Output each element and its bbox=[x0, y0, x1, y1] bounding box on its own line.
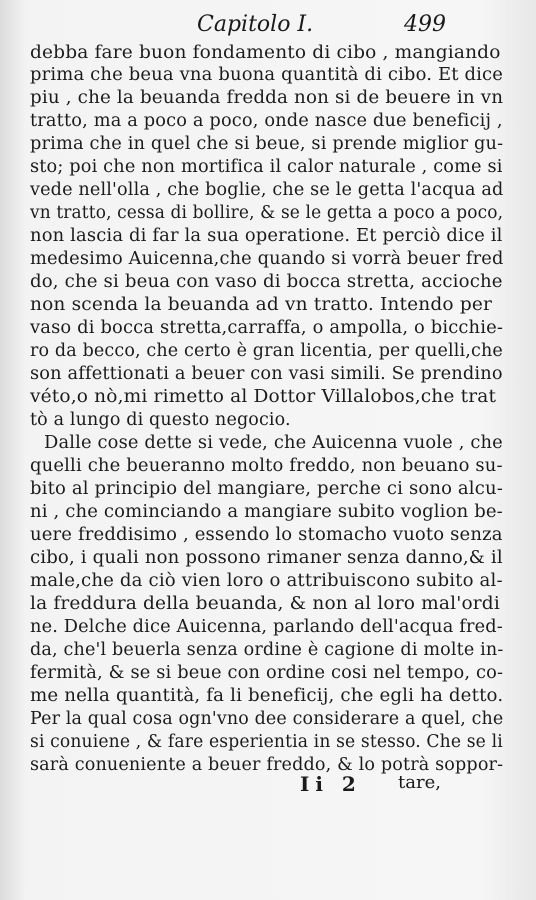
text-line: véto,o nò,mi rimetto al Dottor Villalobos,che trat bbox=[30, 387, 497, 407]
text-line: son affettionati a beuer con vasi simili. Se prendino bbox=[30, 364, 503, 384]
text-line: vaso di bocca stretta,carraffa, o ampolla, o bicchie- bbox=[30, 318, 504, 338]
page-number: 499 bbox=[404, 12, 446, 37]
text-line: tratto, ma a poco a poco, onde nasce due beneficij , bbox=[30, 111, 503, 131]
text-line: fermità, & se si beue con ordine cosi nel tempo, co- bbox=[30, 663, 504, 683]
text-line: ni , che cominciando a mangiare subito voglion be- bbox=[30, 502, 503, 522]
text-line: bito al principio del mangiare, perche ci sono alcu- bbox=[30, 479, 503, 499]
text-line: Per la qual cosa ogn'vno dee considerare a quel, che bbox=[30, 709, 504, 729]
text-line: medesimo Auicenna,che quando si vorrà beuer fred bbox=[30, 249, 504, 269]
text-line: do, che si beua con vaso di bocca stretta, accioche bbox=[30, 272, 503, 292]
catchword: tare, bbox=[398, 772, 441, 793]
text-line: la freddura della beuanda, & non al loro mal'ordi bbox=[30, 594, 500, 614]
page-footer bbox=[0, 772, 536, 798]
text-line: prima che beua vna buona quantità di cibo. Et dice bbox=[30, 65, 503, 85]
text-line: da, che'l beuerla senza ordine è cagione di molte in- bbox=[30, 640, 504, 660]
text-line: prima che in quel che si beue, si prende miglior gu- bbox=[30, 134, 504, 154]
text-line: non scenda la beuanda ad vn tratto. Intendo per bbox=[30, 295, 493, 315]
text-line: debba fare buon fondamento di cibo , mangiando bbox=[30, 43, 501, 63]
text-line: ro da becco, che certo è gran licentia, per quelli,che bbox=[30, 341, 503, 361]
paragraph-start-line: Dalle cose dette si vede, che Auicenna vuole , che bbox=[44, 433, 503, 453]
text-line: ne. Delche dice Auicenna, parlando dell'acqua fred- bbox=[30, 617, 503, 637]
text-line: sto; poi che non mortifica il calor naturale , come si bbox=[30, 157, 503, 177]
text-line: si conuiene , & fare esperientia in se stesso. Che se li bbox=[30, 732, 503, 752]
text-line: uere freddisimo , essendo lo stomacho vuoto senza bbox=[30, 525, 503, 545]
text-line: quelli che beueranno molto freddo, non beuano su- bbox=[30, 456, 503, 476]
text-line: non lascia di far la sua operatione. Et perciò dice il bbox=[30, 226, 503, 246]
running-head: Capitolo I. bbox=[197, 12, 314, 37]
text-line: tò a lungo di questo negocio. bbox=[30, 410, 291, 430]
text-line: vede nell'olla , che boglie, che se le getta l'acqua ad bbox=[30, 180, 504, 200]
text-line: piu , che la beuanda fredda non si de beuere in vn bbox=[30, 88, 504, 108]
page-header bbox=[0, 12, 536, 42]
text-line: cibo, i quali non possono rimaner senza danno,& il bbox=[30, 548, 503, 568]
text-line: vn tratto, cessa di bollire, & se le getta a poco a poco, bbox=[30, 203, 504, 223]
text-line: me nella quantità, fa li beneficij, che egli ha detto. bbox=[30, 686, 504, 706]
text-line: male,che da ciò vien loro o attribuiscono subito al- bbox=[30, 571, 503, 591]
text-line: sarà conueniente a beuer freddo, & lo potrà soppor- bbox=[30, 755, 504, 775]
signature-mark: Ii 2 bbox=[300, 772, 362, 796]
